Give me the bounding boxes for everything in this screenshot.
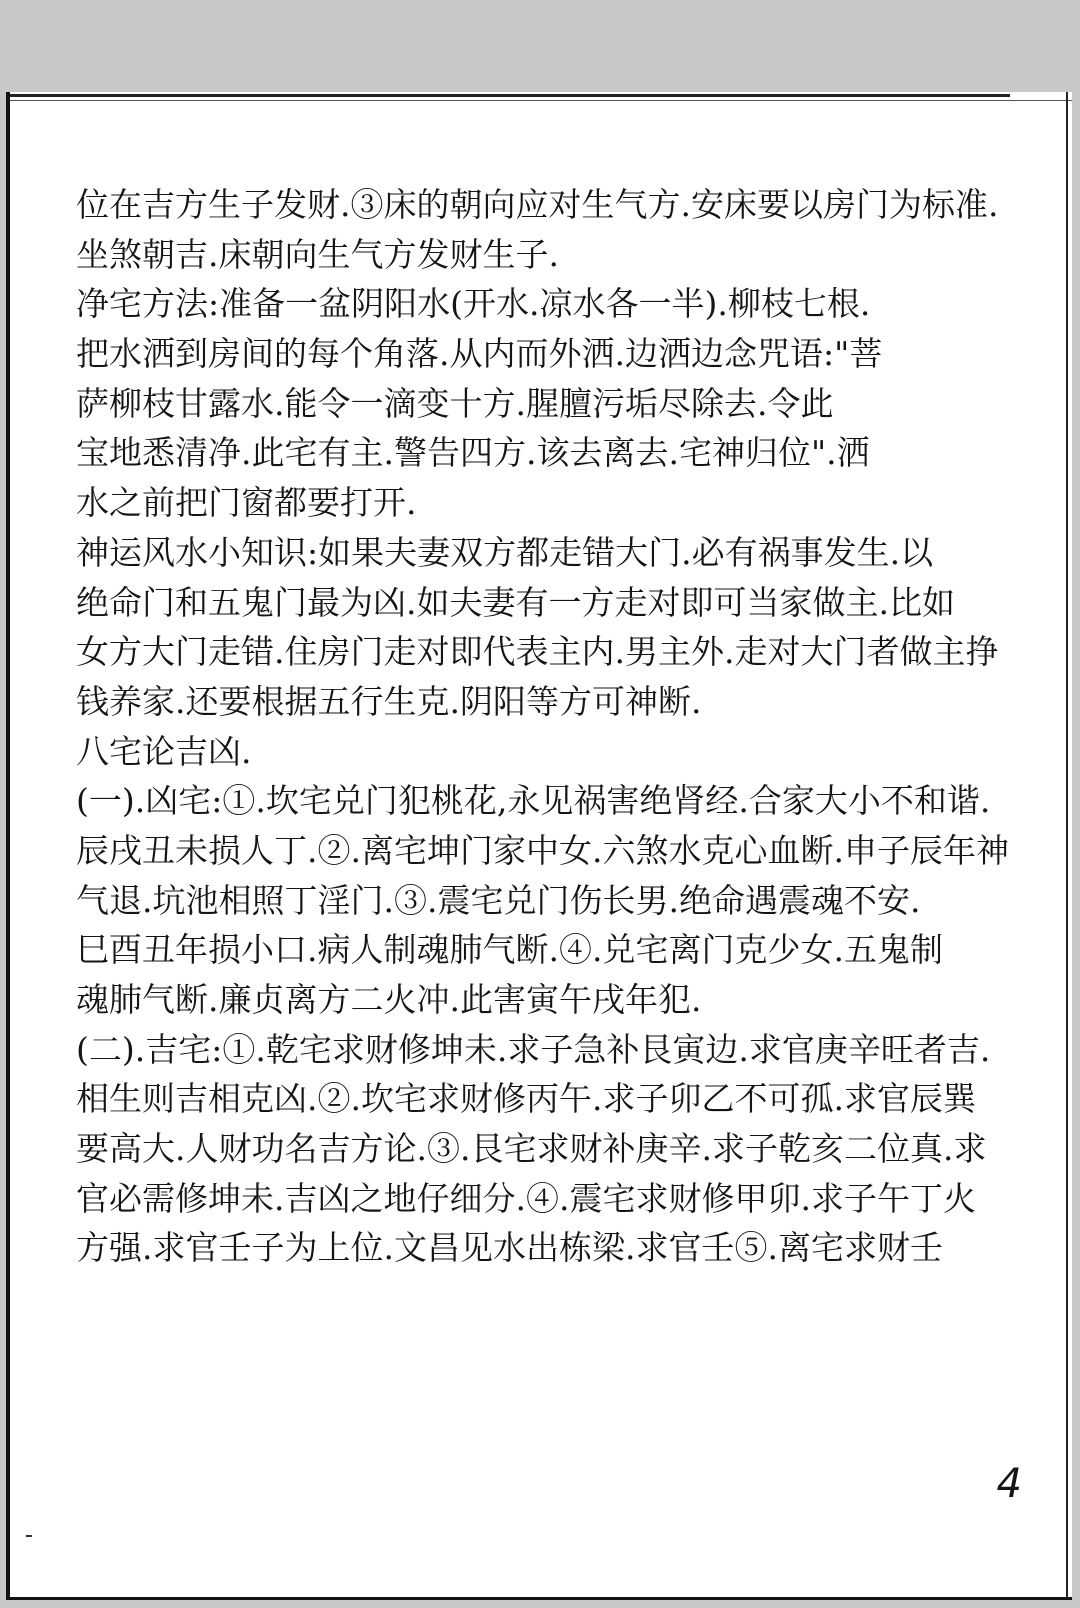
text-line: 神运风水小知识:如果夫妻双方都走错大门.必有祸事发生.以 (76, 532, 934, 572)
top-border-line (10, 94, 1010, 97)
right-border-line (1066, 92, 1068, 1597)
text-line: 绝命门和五鬼门最为凶.如夫妻有一方走对即可当家做主.比如 (76, 582, 955, 622)
text-line: 八宅论吉凶. (76, 731, 252, 771)
scan-mark (26, 1535, 32, 1537)
scanned-page (6, 92, 1072, 1600)
text-line: 净宅方法:准备一盆阴阳水(开水.凉水各一半).柳枝七根. (76, 284, 871, 324)
text-line: 巳酉丑年损小口.病人制魂肺气断.④.兑宅离门克少女.五鬼制 (76, 930, 943, 970)
text-line: (二).吉宅:①.乾宅求财修坤未.求子急补艮寅边.求官庚辛旺者吉. (76, 1029, 991, 1069)
text-line: 相生则吉相克凶.②.坎宅求财修丙午.求子卯乙不可孤.求官辰巽 (76, 1079, 976, 1119)
text-line: 女方大门走错.住房门走对即代表主内.男主外.走对大门者做主挣 (76, 632, 999, 672)
text-line: 萨柳枝甘露水.能令一滴变十方.腥膻污垢尽除去.令此 (76, 383, 834, 423)
text-line: 魂肺气断.廉贞离方二火冲.此害寅午戌年犯. (76, 980, 702, 1019)
text-line: 坐煞朝吉.床朝向生气方发财生子. (76, 234, 559, 274)
text-line: 官必需修坤未.吉凶之地仔细分.④.震宅求财修甲卯.求子午丁火 (76, 1178, 976, 1218)
text-line: (一).凶宅:①.坎宅兑门犯桃花,永见祸害绝肾经.合家大小不和谐. (76, 781, 991, 821)
text-line: 方强.求官壬子为上位.文昌见水出栋梁.求官壬⑤.离宅求财壬 (76, 1228, 943, 1268)
text-line: 要高大.人财功名吉方论.③.艮宅求财补庚辛.求子乾亥二位真.求 (76, 1129, 987, 1169)
text-line: 宝地悉清净.此宅有主.警告四方.该去离去.宅神归位".洒 (76, 433, 870, 473)
text-line: 位在吉方生子发财.③床的朝向应对生气方.安床要以房门为标准. (76, 185, 999, 224)
text-line: 气退.坑池相照丁淫门.③.震宅兑门伤长男.绝命遇震魂不安. (76, 880, 921, 920)
text-line: 把水洒到房间的每个角落.从内而外洒.边洒边念咒语:"菩 (76, 334, 883, 374)
top-border-line-thin (10, 100, 1072, 101)
handwritten-text-block (76, 180, 1016, 1273)
text-line: 水之前把门窗都要打开. (76, 483, 417, 523)
page-number: 4 (996, 1461, 1022, 1507)
text-line: 辰戌丑未损人丁.②.离宅坤门家中女.六煞水克心血断.申子辰年神 (76, 830, 1009, 870)
text-line: 钱养家.还要根据五行生克.阴阳等方可神断. (76, 681, 702, 721)
